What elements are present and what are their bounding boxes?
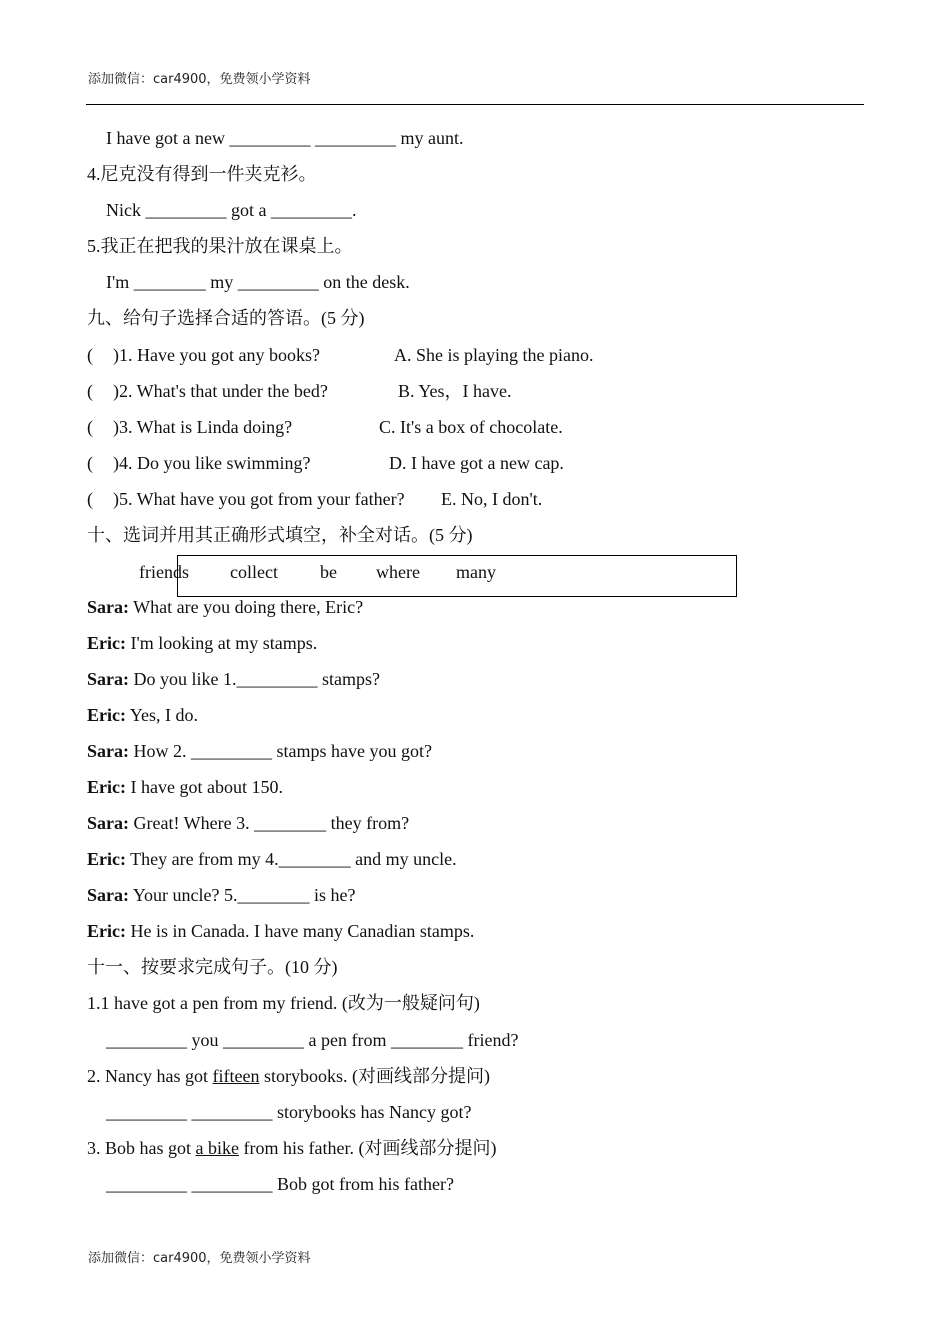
answer-option: B. Yes，I have. — [398, 381, 512, 401]
q3-underlined-word: a bike — [195, 1138, 239, 1158]
speaker-label: Sara: — [87, 885, 129, 905]
answer-bracket: ( — [87, 453, 93, 473]
word-bank-item: many — [456, 562, 496, 582]
word-bank-item: friends — [139, 562, 189, 582]
dialogue-line — [87, 668, 380, 690]
dialogue-text: I have got about 150. — [125, 777, 283, 797]
q2-text-before: 2. Nancy has got — [87, 1066, 213, 1086]
dialogue-text: Great! Where 3. ________ they from? — [129, 813, 410, 833]
dialogue-line — [87, 920, 474, 942]
dialogue-text: He is in Canada. I have many Canadian stamps. — [125, 921, 475, 941]
speaker-label: Sara: — [87, 597, 129, 617]
question-text: )2. What's that under the bed? — [113, 381, 328, 401]
part11-q2 — [87, 1065, 490, 1087]
answer-bracket: ( — [87, 345, 93, 365]
question-text: )4. Do you like swimming? — [113, 453, 311, 473]
dialogue-line — [87, 776, 283, 798]
dialogue-line — [87, 848, 457, 870]
dialogue-text: How 2. _________ stamps have you got? — [129, 741, 432, 761]
part9-row — [87, 380, 512, 402]
answer-bracket: ( — [87, 417, 93, 437]
dialogue-text: I'm looking at my stamps. — [125, 633, 318, 653]
dialogue-text: What are you doing there, Eric? — [129, 597, 364, 617]
speaker-label: Eric: — [87, 705, 126, 725]
word-bank-item: be — [320, 562, 337, 582]
answer-option: A. She is playing the piano. — [394, 345, 594, 365]
dialogue-text: Your uncle? 5.________ is he? — [129, 885, 356, 905]
part11-a1: _________ you _________ a pen from ________ friend? — [106, 1030, 519, 1050]
dialogue-line — [87, 812, 409, 834]
part8-item3-answer: I have got a new _________ _________ my aunt. — [106, 128, 464, 148]
dialogue-text: Yes, I do. — [125, 705, 199, 725]
part9-row — [87, 488, 542, 510]
part11-a3: _________ _________ Bob got from his father? — [106, 1174, 454, 1194]
dialogue-text: They are from my 4.________ and my uncle. — [125, 849, 457, 869]
answer-option: C. It's a box of chocolate. — [379, 417, 563, 437]
part9-row — [87, 452, 564, 474]
dialogue-line — [87, 632, 317, 654]
part11-q3 — [87, 1137, 496, 1159]
speaker-label: Sara: — [87, 669, 129, 689]
dialogue-line — [87, 884, 355, 906]
header-divider — [86, 104, 864, 105]
answer-option: E. No, I don't. — [441, 489, 543, 509]
part8-item4-answer: Nick _________ got a _________. — [106, 200, 357, 220]
part9-title: 九、给句子选择合适的答语。(5 分) — [87, 308, 365, 328]
part11-q1: 1.1 have got a pen from my friend. (改为一般疑问句) — [87, 993, 480, 1013]
dialogue-line — [87, 740, 432, 762]
part10-title: 十、选词并用其正确形式填空，补全对话。(5 分) — [87, 525, 473, 545]
part11-a2: _________ _________ storybooks has Nancy got? — [106, 1102, 472, 1122]
word-bank-item: where — [376, 562, 420, 582]
question-text: )3. What is Linda doing? — [113, 417, 293, 437]
word-bank-item: collect — [230, 562, 278, 582]
speaker-label: Sara: — [87, 741, 129, 761]
q2-underlined-word: fifteen — [212, 1066, 260, 1086]
part8-item5-prompt: 5.我正在把我的果汁放在课桌上。 — [87, 236, 353, 256]
page-footer: 添加微信：car4900，免费领小学资料 — [88, 1251, 311, 1266]
part9-row — [87, 416, 563, 438]
question-text: )5. What have you got from your father? — [113, 489, 405, 509]
speaker-label: Sara: — [87, 813, 129, 833]
q3-text-after: from his father. (对画线部分提问) — [239, 1138, 497, 1158]
part8-item4-prompt: 4.尼克没有得到一件夹克衫。 — [87, 164, 317, 184]
answer-option: D. I have got a new cap. — [389, 453, 564, 473]
dialogue-line — [87, 596, 363, 618]
page-header: 添加微信：car4900，免费领小学资料 — [88, 72, 311, 87]
part8-item5-answer: I'm ________ my _________ on the desk. — [106, 272, 410, 292]
dialogue-line — [87, 704, 198, 726]
part11-title: 十一、按要求完成句子。(10 分) — [87, 957, 338, 977]
q3-text-before: 3. Bob has got — [87, 1138, 196, 1158]
answer-bracket: ( — [87, 381, 93, 401]
q2-text-after: storybooks. (对画线部分提问) — [259, 1066, 490, 1086]
speaker-label: Eric: — [87, 921, 126, 941]
speaker-label: Eric: — [87, 849, 126, 869]
speaker-label: Eric: — [87, 777, 126, 797]
speaker-label: Eric: — [87, 633, 126, 653]
answer-bracket: ( — [87, 489, 93, 509]
part9-row — [87, 344, 593, 366]
question-text: )1. Have you got any books? — [113, 345, 320, 365]
dialogue-text: Do you like 1._________ stamps? — [129, 669, 380, 689]
